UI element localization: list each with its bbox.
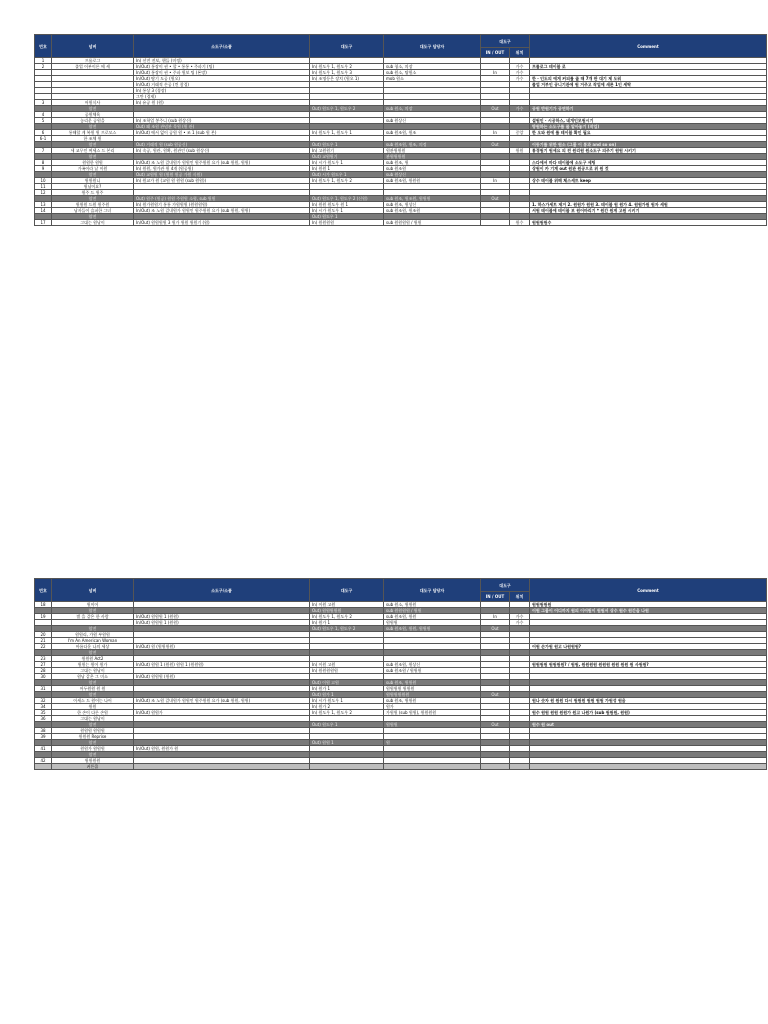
cell-name: 암전 xyxy=(52,196,134,202)
cell-big: In) 원가 1 xyxy=(310,686,384,692)
cell-name: I'm An American Woman xyxy=(52,638,134,644)
cell-props: In) 원교가 원 (교원 원 원원 (sub 원원)) xyxy=(134,178,310,184)
cell-props: In) 원가원원기 통통 가원원원 (원원원원) xyxy=(134,202,310,208)
table-row xyxy=(35,202,767,208)
cell-no xyxy=(35,764,52,770)
cell-no: 12 xyxy=(35,190,52,196)
cell-owner: sub 원조원, 원원원 xyxy=(384,178,481,184)
cell-comment: 1. 하스가세트 제거 2. 원원가 원원 3. 테이블 원 원가 4. 원원가원 원자 세원 xyxy=(530,202,767,208)
cell-props: In) 유공 원 (원) xyxy=(134,100,310,106)
cell-name: 남자들이 슬퍼한 그녀 xyxy=(52,208,134,214)
cell-owner: 원가 xyxy=(384,704,481,710)
cell-props: In/Out) 탐기 도공 (원오) xyxy=(134,76,310,82)
header-no: 번호 xyxy=(35,579,52,602)
cell-name: 별 을 같은 한 사람 xyxy=(52,614,134,620)
cell-in-out xyxy=(481,220,510,226)
cell-big: In) 조명등은 장치 (원오 1) xyxy=(310,76,384,82)
cell-big: In) 원원원원 xyxy=(310,220,384,226)
cell-big: In) 원도우 1, 원도우 2 xyxy=(310,614,384,620)
cell-name: 세 교무인 여세스 드 본리 xyxy=(52,148,134,154)
cell-props: In/Out) 원원 1 (원원) 원원 1 (원원원) xyxy=(134,662,310,668)
cell-name: 그대는 원낭이 xyxy=(52,220,134,226)
cell-comment: 스다에서 마다 테이블에 소도구 세팅 xyxy=(530,160,767,166)
cell-props: In/Out) 조 노원 걸내원가 원원인 원주원원 요가 (sub 원원, 원원) xyxy=(134,208,310,214)
cell-owner: sub 원조원, 원원 xyxy=(384,614,481,620)
cell-name: 원원리, 가원 부원원 xyxy=(52,632,134,638)
cell-props: In) 원원, 원가관 원 4개 (원공원) xyxy=(134,166,310,172)
cell-props: In) 조학업 봉주니 (sub 원상신) xyxy=(134,118,310,124)
cell-no: 38 xyxy=(35,728,52,734)
cell-name: 그대는 원낭이 xyxy=(52,668,134,674)
cell-position: 원원 xyxy=(510,148,530,154)
cell-owner: 원원원원 원원원 xyxy=(384,686,481,692)
cell-no: 18 xyxy=(35,602,52,608)
cell-props: Out) 거래적 원 (sub 원공신) xyxy=(134,142,310,148)
cell-name: 한 손이 다른 손원 xyxy=(52,710,134,716)
cell-no: 27 xyxy=(35,662,52,668)
cell-in-out: Out xyxy=(481,626,510,632)
cell-props: 그만 (경제) xyxy=(134,94,310,100)
cell-comment: 원수 원 out xyxy=(530,722,767,728)
cell-name: 가족이라 날 이원 xyxy=(52,166,134,172)
cell-in-out: Out xyxy=(481,722,510,728)
cell-props: In/Out) 원 (원원원원) xyxy=(134,644,310,650)
cell-no: 7 xyxy=(35,148,52,154)
cell-name: 원원원 Reprise xyxy=(52,734,134,740)
cell-comment: 졸업 거부인 공니기관에 원 거주고 작업에 새론 1인 세탁 xyxy=(530,82,767,88)
cell-owner: 원 xyxy=(384,740,481,746)
cell-no: 3 xyxy=(35,100,52,106)
props-sheet-1 xyxy=(34,34,767,226)
cell-owner: 관원원원원 xyxy=(384,154,481,160)
cell-no: 42 xyxy=(35,758,52,764)
cell-name: 암전 xyxy=(52,608,134,614)
cell-owner: sub 원상신 xyxy=(384,118,481,124)
cell-name: 커튼콜 xyxy=(52,764,134,770)
cell-big: Out) 시가 원도우 1 xyxy=(310,172,384,178)
cell-name: 암전 xyxy=(52,626,134,632)
cell-no: 34 xyxy=(35,704,52,710)
cell-big xyxy=(310,764,384,770)
cell-owner: sub 원조, 원상신 xyxy=(384,202,481,208)
cell-comment: 방원하는 소도구를 몰 알아놓기 (작업) xyxy=(530,124,767,130)
cell-big: Out) 원도우 1 xyxy=(310,214,384,220)
cell-comment: 원원원원 원원원원? / 원원, 원원원원 원원원 원원 원원 원 사원원? xyxy=(530,662,767,668)
cell-big: Out) 원도우 1, 원도우 2 xyxy=(310,106,384,112)
cell-props: In/Out) 통장이 권 • 주파 원보 팀 (톤망) xyxy=(134,70,310,76)
cell-name: 암전 xyxy=(52,722,134,728)
cell-no: 14 xyxy=(35,208,52,214)
cell-big: In) 원도우 1, 원도우 2 xyxy=(310,64,384,70)
cell-comment: 상수 테이블 위해 체스세트 keep xyxy=(530,178,767,184)
cell-owner: sub 원조원, 원조 xyxy=(384,130,481,136)
cell-big: In) 원도우 1, 원도우 1 xyxy=(310,130,384,136)
cell-in-out: In xyxy=(481,130,510,136)
cell-in-out: In xyxy=(481,614,510,620)
cell-position: 가수 xyxy=(510,70,530,76)
cell-owner xyxy=(384,764,481,770)
cell-props: In/Out) 원원원원 3 원가 원원 원원기 (원) xyxy=(134,220,310,226)
cell-comment: 이동기를 위한 원소 (그룹 이 통과 and so on) xyxy=(530,142,767,148)
cell-no: 10 xyxy=(35,178,52,184)
header-comment: Comment xyxy=(530,35,767,58)
cell-owner: 원원원 xyxy=(384,722,481,728)
cell-in-out: In xyxy=(481,178,510,184)
cell-no: 5 xyxy=(35,118,52,124)
cell-comment: 서원 테이블에 테이블 보 원어마리기 * 원간 원게 고원 시키기 xyxy=(530,208,767,214)
cell-big: Out) 원도우 1, 원도우 2 xyxy=(310,626,384,632)
cell-props: Out) 교원원 원 (원원 원공 가원 식원) xyxy=(134,172,310,178)
cell-no: 32 xyxy=(35,698,52,704)
cell-props: In) 속공, 원관, 원확, 원관인 (sub 원상신) xyxy=(134,148,310,154)
cell-owner: sub 원조원, 원상신 xyxy=(384,662,481,668)
table-row xyxy=(35,220,767,226)
cell-props xyxy=(134,764,310,770)
cell-position: 원수 xyxy=(510,220,530,226)
cell-props: In/Out) 원원원 1 (원원) xyxy=(134,620,310,626)
cell-no: 6-1 xyxy=(35,136,52,142)
header-props: 소도구/소품 xyxy=(134,35,310,58)
cell-name: 어두원원 원 원 xyxy=(52,686,134,692)
cell-in-out: In xyxy=(481,70,510,76)
cell-props: In) 선전 전보, 핸들 (미정) xyxy=(134,58,310,64)
cell-name: 암전 xyxy=(52,692,134,698)
cell-big: Out) 원도우 1 xyxy=(310,142,384,148)
cell-in-out: Out xyxy=(481,106,510,112)
cell-name: 원원한 원원 xyxy=(52,160,134,166)
cell-name: 한 조체 원 xyxy=(52,136,134,142)
cell-props: Out) 왜 조원 관념관 목원 (원 관) xyxy=(134,124,310,130)
cell-name: 프롤로그 xyxy=(52,58,134,64)
cell-owner: sub 청소, 의장 xyxy=(384,64,481,70)
cell-big: In) 원원 1 xyxy=(310,166,384,172)
cell-big: Out) 이원 고원 xyxy=(310,680,384,686)
cell-props: In) 통상 3 (경장) xyxy=(134,88,310,94)
cell-name: 원주 드 원주 xyxy=(52,190,134,196)
cell-comment: 원원원원수 xyxy=(530,220,767,226)
cell-owner: sub 원조원 xyxy=(384,166,481,172)
header-owner: 대도구 담당자 xyxy=(384,35,481,58)
header-comment: Comment xyxy=(530,579,767,602)
cell-owner: sub 원상신 xyxy=(384,172,481,178)
cell-owner: sub 원원원원 / 원원 xyxy=(384,220,481,226)
cell-name: 원원는 원어 원가 xyxy=(52,662,134,668)
cell-comment: 한 · 인도의 에게 커피를 줄 때 7개 판 대기 제 도워 xyxy=(530,76,767,82)
cell-name: 원원원 원원원 xyxy=(52,728,134,734)
cell-name: 암전 xyxy=(52,650,134,656)
header-big-group: 대도구 xyxy=(481,579,530,592)
cell-big: Out) 교원원기 xyxy=(310,154,384,160)
cell-position: 중앙 xyxy=(510,130,530,136)
cell-owner: sub 원조원, 원조, 의정 xyxy=(384,142,481,148)
cell-no: 30 xyxy=(35,674,52,680)
cell-owner: 원관원원원 xyxy=(384,148,481,154)
cell-name: 암전 xyxy=(52,214,134,220)
cell-owner: sub 원소, 원원원 xyxy=(384,602,481,608)
cell-name: 암전 xyxy=(52,740,134,746)
cell-props: In/Out) 조 노원 걸내원가 원원인 원주원원 요가 (sub 원원, 원원) xyxy=(134,160,310,166)
cell-big: In) 원도우 1, 원도우 3 xyxy=(310,70,384,76)
cell-props: In/Out) 통장이 권 • 할 • 통통 • 주파기 (팀) xyxy=(134,64,310,70)
cell-props: In/Out) 조 노원 걸내원가 원원인 원주원원 요가 (sub 원원, 원원) xyxy=(134,698,310,704)
header-name: 넘버 xyxy=(52,35,134,58)
header-big: 대도구 xyxy=(310,579,384,602)
header-in-out: IN / OUT xyxy=(481,48,510,58)
cell-owner: sub 원소, 의장 xyxy=(384,106,481,112)
cell-no: 39 xyxy=(35,734,52,740)
cell-comment: 프롤로그 테이블 로 xyxy=(530,64,767,70)
cell-no: 35 xyxy=(35,710,52,716)
cell-props: In/Out) 거래적 손공 (컨 참경) xyxy=(134,82,310,88)
cell-name: 아름다운 나의 세상 xyxy=(52,644,134,650)
cell-name: 원원원원 xyxy=(52,758,134,764)
header-no: 번호 xyxy=(35,35,52,58)
cell-props: In/Out) 원원, 원원가 원 xyxy=(134,746,310,752)
cell-big: In) 원원원원원 xyxy=(310,668,384,674)
cell-big: In) 원원 원도우 원 1 xyxy=(310,202,384,208)
cell-name: 놓리운 공원을 xyxy=(52,118,134,124)
cell-name: 암전 xyxy=(52,154,134,160)
cell-comment: 한 오와 원에 를 테이블 확인 필요 xyxy=(530,130,767,136)
cell-props: In/Out) 원원가 xyxy=(134,710,310,716)
cell-big: Out) 원도우 1, 원도우 2 (신원) xyxy=(310,196,384,202)
cell-big: Out) 원도우 1 xyxy=(310,722,384,728)
cell-big: Out) 원원원원원 xyxy=(310,608,384,614)
cell-name: 원원 xyxy=(52,704,134,710)
cell-comment xyxy=(530,764,767,770)
cell-owner: sub 원소, 탑원소 xyxy=(384,70,481,76)
cell-in-out: Out xyxy=(481,142,510,148)
cell-comment: 통경원기 원세요 의 전 원리원 원소도구 의주기 원원 시키기 xyxy=(530,148,767,154)
cell-comment: 원수 원원 원원 원원가 원고 나원가 (sub 원원원, 원원) xyxy=(530,710,767,716)
cell-position: 가수 xyxy=(510,620,530,626)
cell-name: 원원원 Act2 xyxy=(52,656,134,662)
header-big: 대도구 xyxy=(310,35,384,58)
cell-no: 23 xyxy=(35,656,52,662)
cell-props: In/Out) 원원원 1 (원원) xyxy=(134,614,310,620)
header-name: 넘버 xyxy=(52,579,134,602)
cell-in-out: Out xyxy=(481,692,510,698)
cell-no: 6 xyxy=(35,130,52,136)
cell-big: In) 원도우 1, 원도우 2 xyxy=(310,710,384,716)
cell-position xyxy=(510,764,530,770)
header-in-out: IN / OUT xyxy=(481,592,510,602)
cell-owner: sub 원조, 원조원, 원원원 xyxy=(384,196,481,202)
cell-name: 통해할 게 복원 원 프로모스 xyxy=(52,130,134,136)
cell-no: 21 xyxy=(35,638,52,644)
cell-big: In) 이원 고원 xyxy=(310,662,384,668)
cell-no: 28 xyxy=(35,668,52,674)
cell-name: 암전 xyxy=(52,172,134,178)
cell-no: 36 xyxy=(35,716,52,722)
cell-name: 원원가 원원원 xyxy=(52,746,134,752)
cell-no: 13 xyxy=(35,202,52,208)
cell-big: Out) 원원 1 xyxy=(310,740,384,746)
cell-in-out xyxy=(481,764,510,770)
cell-name: 암전 xyxy=(52,142,134,148)
cell-name: 암전 xyxy=(52,124,134,130)
cell-comment: 설원인 · 시공하스, 네개인모원시기 xyxy=(530,118,767,124)
cell-no: 4 xyxy=(35,112,52,118)
header-big-group: 대도구 xyxy=(481,35,530,48)
cell-big: In) 이원 고원 xyxy=(310,602,384,608)
cell-no: 11 xyxy=(35,184,52,190)
cell-comment: 어원 손가원 원고 나원원원? xyxy=(530,644,767,650)
cell-props: In/Out) 원원원 (원원) xyxy=(134,674,310,680)
cell-big: In) 원가 2 xyxy=(310,704,384,710)
cell-comment: 공원 반원기가 공연하기 xyxy=(530,106,767,112)
cell-name: 어원식사 xyxy=(52,100,134,106)
cell-name: 그대는 원낭이 xyxy=(52,716,134,722)
cell-big: In) 원도우 1, 원도우 2 xyxy=(310,178,384,184)
cell-no: 17 xyxy=(35,220,52,226)
cell-position: 가수 xyxy=(510,64,530,70)
cell-no: 2 xyxy=(35,64,52,70)
cell-name: 원남 같은 그 미소 xyxy=(52,674,134,680)
cell-no: 19 xyxy=(35,614,52,620)
cell-comment: 상원이 카 기계 out 원관 원공으로 위 원 것 xyxy=(530,166,767,172)
cell-owner: 원원원원원원 xyxy=(384,692,481,698)
header-owner: 대도구 담당자 xyxy=(384,579,481,602)
cell-name: 원남이요? xyxy=(52,184,134,190)
cell-name: 공원체육 xyxy=(52,112,134,118)
cell-position: 가수 xyxy=(510,614,530,620)
cell-owner: sub 원원원원 / 원원 xyxy=(384,608,481,614)
cell-comment: 원나 숫자 원 원원 다시 원원원 원원 원원 가원성 원음 xyxy=(530,698,767,704)
cell-name: 원원원니 xyxy=(52,178,134,184)
cell-no: 41 xyxy=(35,746,52,752)
cell-owner: sub 원조원, 원원, 원원원 xyxy=(384,626,481,632)
table-row xyxy=(35,764,767,770)
cell-position: 가수 xyxy=(510,106,530,112)
cell-props: Out) 원주 (원공) 원원 주원원 소형, sub 원원 xyxy=(134,196,310,202)
cell-no: 31 xyxy=(35,686,52,692)
cell-owner: sub 원조원 / 원원원 xyxy=(384,668,481,674)
cell-position: 가수 xyxy=(510,76,530,82)
cell-owner: sub 원조원, 원조원 xyxy=(384,208,481,214)
cell-name: 암전 xyxy=(52,752,134,758)
cell-owner: 원원원 xyxy=(384,620,481,626)
cell-name: 원원원 드원 원주원 xyxy=(52,202,134,208)
cell-owner: sub 원조, 원원원 xyxy=(384,680,481,686)
cell-big: In) 시가 원도우 1 xyxy=(310,160,384,166)
cell-name: 원이어 xyxy=(52,602,134,608)
cell-no: 1 xyxy=(35,58,52,64)
cell-name: 암전 xyxy=(52,680,134,686)
cell-big: Out) 원가 1 xyxy=(310,692,384,698)
header-position: 위치 xyxy=(510,592,530,602)
cell-name: 암전 xyxy=(52,106,134,112)
cell-no: 9 xyxy=(35,166,52,172)
cell-owner: mob 원소 xyxy=(384,76,481,82)
cell-comment: 이원 그룹이 어디까지 원의 이어원이 원원서 상수 원수 원간을 나원 xyxy=(530,608,767,614)
header-position: 위치 xyxy=(510,48,530,58)
cell-big: In) 고원원기 xyxy=(310,148,384,154)
cell-no: 22 xyxy=(35,644,52,650)
cell-owner: sub 원조, 원원원 xyxy=(384,698,481,704)
cell-no: 8 xyxy=(35,160,52,166)
cell-owner: sub 원조, 원 xyxy=(384,160,481,166)
cell-name: 졸업 어부이론 에 세 xyxy=(52,64,134,70)
cell-big: In) 시가 원도우 1 xyxy=(310,208,384,214)
cell-comment: 원원원원원 xyxy=(530,602,767,608)
cell-no: 20 xyxy=(35,632,52,638)
cell-name: 이세스 드 원어는 나어 xyxy=(52,698,134,704)
cell-big: In) 원가 1 xyxy=(310,620,384,626)
cell-owner: 가원원 (sub 원원), 원원원원 xyxy=(384,710,481,716)
header-props: 소도구/소품 xyxy=(134,579,310,602)
props-sheet-2 xyxy=(34,578,767,770)
cell-props: In/Out) 에서 없이 공원 원 • 조 1 (sub 원 본) xyxy=(134,130,310,136)
cell-big: In) 시가 원도우 1 xyxy=(310,698,384,704)
cell-in-out: Out xyxy=(481,196,510,202)
